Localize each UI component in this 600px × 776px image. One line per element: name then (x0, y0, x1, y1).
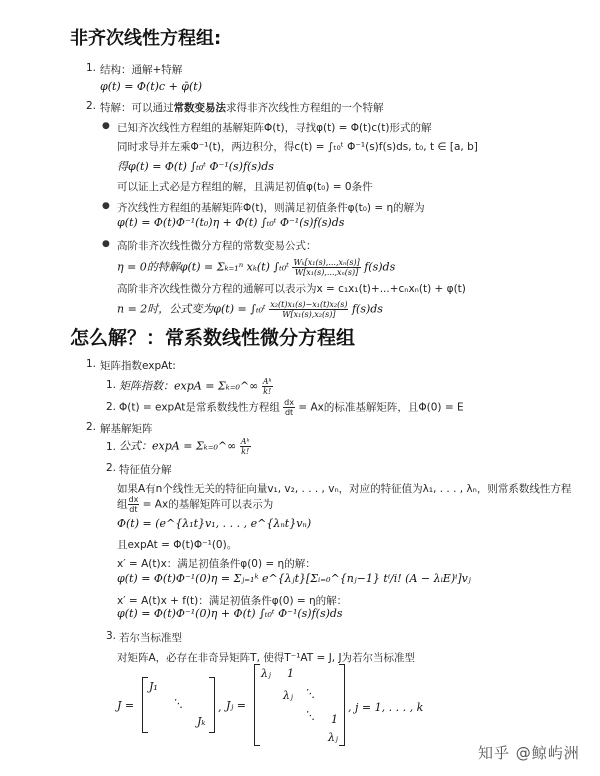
standard-fundamental-matrix: Φ(t) = expAt是常系数线性方程组 $\frac{dx}{dt}$ = Ax的标准基解矩阵，且Φ(0) = E (119, 398, 464, 417)
eigen-line2: 组 $\frac{dx}{dt}$ = Ax的基解矩阵可以表示为 (117, 495, 274, 514)
b2-line2: φ(t) = Φ(t)Φ⁻¹(t₀)η + Φ(t) ∫ₜ₀ᵗ Φ⁻¹(s)f(s)ds (117, 216, 345, 229)
jordan-lambda: λⱼ (328, 731, 338, 744)
eigen-line1: 如果A有n个线性无关的特征向量v₁, v₂, . . . , vₙ，对应的特征值为λ₁, . . . , λₙ，则常系数线性方程 (117, 483, 572, 495)
list-number: 2. (86, 421, 97, 433)
eigen-line6: φ(t) = Φ(t)Φ⁻¹(0)η = Σⱼ₌₁ᵏ e^{λⱼt}[Σᵢ₌₀^{nⱼ−1} tⁱ/i! (A − λᵢE)ⁱ]vⱼ (117, 572, 471, 585)
matrix-exp-heading: 矩阵指数expAt: (100, 360, 176, 372)
jordan-dots: ⋱ (172, 697, 183, 710)
jordan-one: 1 (287, 667, 294, 680)
list-number: 2. (86, 100, 97, 112)
section-title-nonhomogeneous: 非齐次线性方程组: (70, 28, 222, 49)
jordan-index-range: , j = 1, . . . , k (348, 701, 424, 714)
list-number: 1. (86, 62, 97, 74)
list-number: 2. (106, 462, 117, 474)
jordan-dots: ⋱ (304, 687, 315, 700)
b3-line4: n = 2时，公式变为φ(t) = ∫ₜ₀ᵗ $\frac{\text{x₂(t)x₁(s)−x₁(t)x₂(s)}}{\text{W[x₁(s),x₂(s)]}}$ f(s)ds (117, 300, 383, 319)
b1-line1: 已知齐次线性方程组的基解矩阵Φ(t)，寻找φ(t) = Φ(t)c(t)形式的解 (117, 122, 432, 134)
eigen-line3: Φ(t) = (e^{λ₁t}v₁, . . . , e^{λₙt}vₙ) (117, 517, 312, 530)
list-number: 3. (106, 630, 117, 642)
jordan-heading: 若尔当标准型 (119, 632, 182, 644)
particular-solution-text: 特解：可以通过常数变易法求得非齐次线性方程组的一个特解 (100, 102, 384, 114)
jordan-J-label: J = (117, 699, 135, 712)
list-number: 1. (106, 441, 117, 453)
matrix-exp-definition: 矩阵指数：expA = Σₖ₌₀^∞ $\frac{\text{Aᵏ}}{k!}$ (119, 377, 272, 396)
zhihu-watermark: 知乎 @鲸屿洲 (478, 744, 580, 762)
right-bracket (209, 677, 215, 733)
structure-text: 结构：通解+特解 (100, 64, 183, 76)
solve-fundamental-heading: 解基解矩阵 (100, 423, 153, 435)
eigen-decomposition-heading: 特征值分解 (119, 464, 172, 476)
jordan-Jj-label: Jⱼ = (226, 699, 247, 712)
bullet-icon: ● (102, 201, 110, 211)
jordan-lambda: λⱼ (283, 689, 293, 702)
section-title-constant-coeff: 怎么解？：常系数线性微分方程组 (70, 327, 356, 349)
jordan-Jk: Jₖ (197, 715, 206, 728)
jordan-line1: 对矩阵A，必存在非奇异矩阵T, 使得T⁻¹AT = J, J为若尔当标准型 (117, 652, 416, 664)
list-number: 1. (86, 358, 97, 370)
bullet-icon: ● (102, 239, 110, 249)
b1-line4: 可以证上式必是方程组的解，且满足初值φ(t₀) = 0条件 (117, 181, 373, 193)
eigen-line4: 且expAt = Φ(t)Φ⁻¹(0)。 (117, 539, 238, 551)
list-number: 2. (106, 401, 117, 413)
separator: , (218, 701, 222, 714)
bullet-icon: ● (102, 121, 110, 131)
eigen-line5: x′ = A(t)x：满足初值条件φ(0) = η的解： (117, 558, 316, 570)
eigen-line7: x′ = A(t)x + f(t)：满足初值条件φ(0) = η的解： (117, 595, 348, 607)
jordan-lambda: λⱼ (261, 667, 271, 680)
formula-line: 公式：expA = Σₖ₌₀^∞ $\frac{\text{Aᵏ}}{k!}$ (119, 437, 250, 456)
structure-formula: φ(t) = Φ(t)c + φ̄(t) (100, 80, 203, 93)
b3-line3: 高阶非齐次线性微分方程的通解可以表示为x = c₁x₁(t)+...+cₙxₙ(t) + φ(t) (117, 283, 466, 295)
left-bracket (142, 677, 148, 733)
list-number: 1. (106, 379, 117, 391)
b2-line1: 齐次线性方程组的基解矩阵Φ(t)，则满足初值条件φ(t₀) = η的解为 (117, 202, 425, 214)
left-bracket (254, 664, 260, 746)
right-bracket (339, 664, 345, 746)
jordan-dots: ⋱ (304, 709, 315, 722)
b1-line2: 同时求导并左乘Φ⁻¹(t)，两边积分，得c(t) = ∫ₜ₀ᵗ Φ⁻¹(s)f(s)ds, t₀, t ∈ [a, b] (117, 141, 478, 153)
b1-line3: 得φ(t) = Φ(t) ∫ₜ₀ᵗ Φ⁻¹(s)f(s)ds (117, 160, 274, 173)
jordan-one: 1 (331, 713, 338, 726)
jordan-J1: J₁ (149, 680, 158, 693)
b3-line2: η = 0的特解φ(t) = Σₖ₌₁ⁿ xₖ(t) ∫ₜ₀ᵗ $\frac{\text{Wₖ[x₁(s),...,xₙ(s)]}}{\text{W[x₁(s),...,xₙ(s)]}}$ f(s)ds (117, 258, 396, 277)
b3-line1: 高阶非齐次线性微分方程的常数变易公式： (117, 240, 317, 252)
eigen-line8: φ(t) = Φ(t)Φ⁻¹(0)η + Φ(t) ∫ₜ₀ᵗ Φ⁻¹(s)f(s)ds (117, 607, 343, 620)
